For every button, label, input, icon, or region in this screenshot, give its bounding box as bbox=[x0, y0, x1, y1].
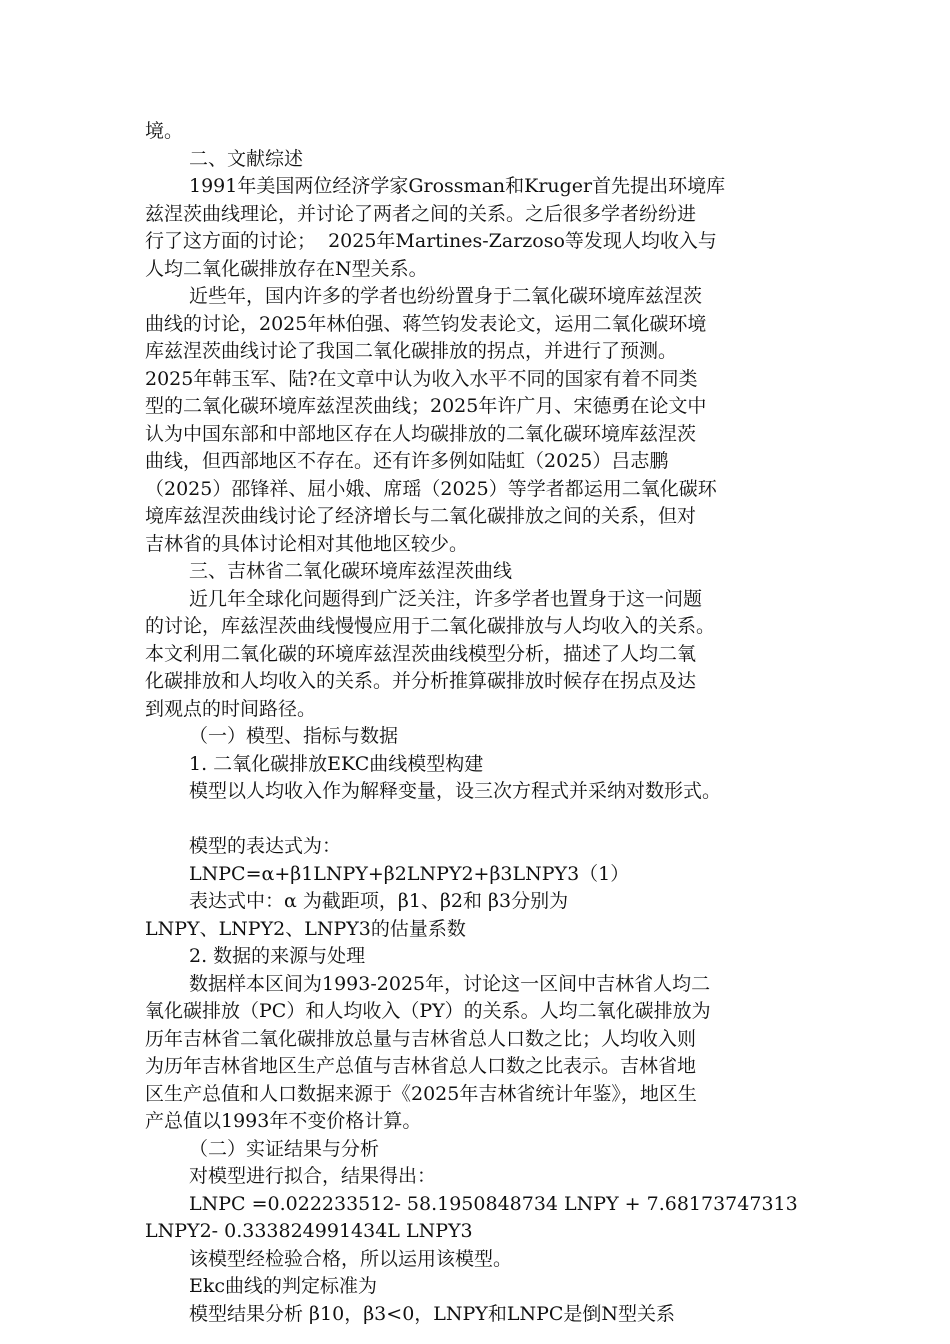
paragraph-line: 氧化碳排放（PC）和人均收入（PY）的关系。人均二氧化碳排放为 bbox=[145, 1000, 711, 1022]
paragraph-line: 近些年，国内许多的学者也纷纷置身于二氧化碳环境库兹涅茨 bbox=[189, 285, 703, 307]
paragraph-line: 曲线的讨论，2025年林伯强、蒋竺钧发表论文，运用二氧化碳环境 bbox=[145, 312, 707, 335]
paragraph-line: 境。 bbox=[145, 120, 184, 142]
paragraph-line: 产总值以1993年不变价格计算。 bbox=[145, 1110, 422, 1132]
paragraph-line: 化碳排放和人均收入的关系。并分析推算碳排放时候存在拐点及达 bbox=[145, 670, 697, 692]
paragraph-line: 本文利用二氧化碳的环境库兹涅茨曲线模型分析，描述了人均二氧 bbox=[145, 642, 697, 665]
paragraph-line: （2025）邵锋祥、屈小娥、席瑶（2025）等学者都运用二氧化碳环 bbox=[145, 477, 717, 500]
section-heading: 二、文献综述 bbox=[189, 147, 304, 170]
formula-line: LNPC=α+β1LNPY+β2LNPY2+β3LNPY3（1） bbox=[189, 862, 630, 885]
paragraph-line: 模型的表达式为： bbox=[189, 835, 342, 857]
subsection-heading: 1. 二氧化碳排放EKC曲线模型构建 bbox=[189, 752, 484, 775]
section-heading: 三、吉林省二氧化碳环境库兹涅茨曲线 bbox=[189, 560, 513, 582]
paragraph-line: 为历年吉林省地区生产总值与吉林省总人口数之比表示。吉林省地 bbox=[145, 1055, 697, 1077]
subsection-heading: 2. 数据的来源与处理 bbox=[189, 945, 366, 967]
subsection-heading: （二）实证结果与分析 bbox=[189, 1137, 380, 1160]
paragraph-line: 库兹涅茨曲线讨论了我国二氧化碳排放的拐点，并进行了预测。 bbox=[145, 340, 678, 362]
blank-line bbox=[145, 806, 807, 834]
paragraph-line: 该模型经检验合格，所以运用该模型。 bbox=[189, 1247, 513, 1270]
document-body bbox=[145, 118, 807, 1328]
paragraph-line: 到观点的时间路径。 bbox=[145, 697, 317, 720]
paragraph-line: 模型结果分析 β10，β3<0，LNPY和LNPC是倒N型关系 bbox=[189, 1302, 676, 1325]
paragraph-line: 区生产总值和人口数据来源于《2025年吉林省统计年鉴》，地区生 bbox=[145, 1082, 697, 1105]
paragraph-line: 历年吉林省二氧化碳排放总量与吉林省总人口数之比；人均收入则 bbox=[145, 1027, 697, 1050]
paragraph-line: 兹涅茨曲线理论，并讨论了两者之间的关系。之后很多学者纷纷进 bbox=[145, 202, 697, 225]
paragraph-line: 人均二氧化碳排放存在N型关系。 bbox=[145, 257, 428, 280]
paragraph-line: 近几年全球化问题得到广泛关注，许多学者也置身于这一问题 bbox=[189, 587, 703, 610]
paragraph-line: 境库兹涅茨曲线讨论了经济增长与二氧化碳排放之间的关系，但对 bbox=[145, 505, 697, 527]
formula-line: LNPY2- 0.333824991434L LNPY3 bbox=[145, 1220, 473, 1242]
paragraph-line: 对模型进行拟合，结果得出： bbox=[189, 1165, 437, 1187]
paragraph-line: 的讨论，库兹涅茨曲线慢慢应用于二氧化碳排放与人均收入的关系。 bbox=[145, 615, 716, 637]
paragraph-line: 认为中国东部和中部地区存在人均碳排放的二氧化碳环境库兹涅茨 bbox=[145, 422, 697, 445]
paragraph-line: 2025年韩玉军、陆?在文章中认为收入水平不同的国家有着不同类 bbox=[145, 367, 698, 390]
paragraph-line: 模型以人均收入作为解释变量，设三次方程式并采纳对数形式。 bbox=[189, 780, 722, 802]
paragraph-line: 表达式中：α 为截距项，β1、β2和 β3分别为 bbox=[189, 890, 569, 912]
paragraph-line: 吉林省的具体讨论相对其他地区较少。 bbox=[145, 532, 469, 555]
paragraph-line: Ekc曲线的判定标准为 bbox=[189, 1275, 378, 1297]
paragraph-line: LNPY、LNPY2、LNPY3的估量系数 bbox=[145, 917, 466, 940]
formula-line: LNPC =0.022233512- 58.1950848734 LNPY + 7.68173747313 bbox=[189, 1192, 798, 1215]
paragraph-line: 型的二氧化碳环境库兹涅茨曲线；2025年许广月、宋德勇在论文中 bbox=[145, 395, 707, 417]
subsection-heading: （一）模型、指标与数据 bbox=[189, 725, 399, 747]
paragraph-line: 1991年美国两位经济学家Grossman和Kruger首先提出环境库 bbox=[189, 175, 726, 197]
paragraph-line: 数据样本区间为1993-2025年，讨论这一区间中吉林省人均二 bbox=[189, 972, 711, 995]
paragraph-line: 曲线，但西部地区不存在。还有许多例如陆虹（2025）吕志鹏 bbox=[145, 450, 669, 472]
paragraph-line: 行了这方面的讨论； 2025年Martines-Zarzoso等发现人均收入与 bbox=[145, 230, 717, 252]
